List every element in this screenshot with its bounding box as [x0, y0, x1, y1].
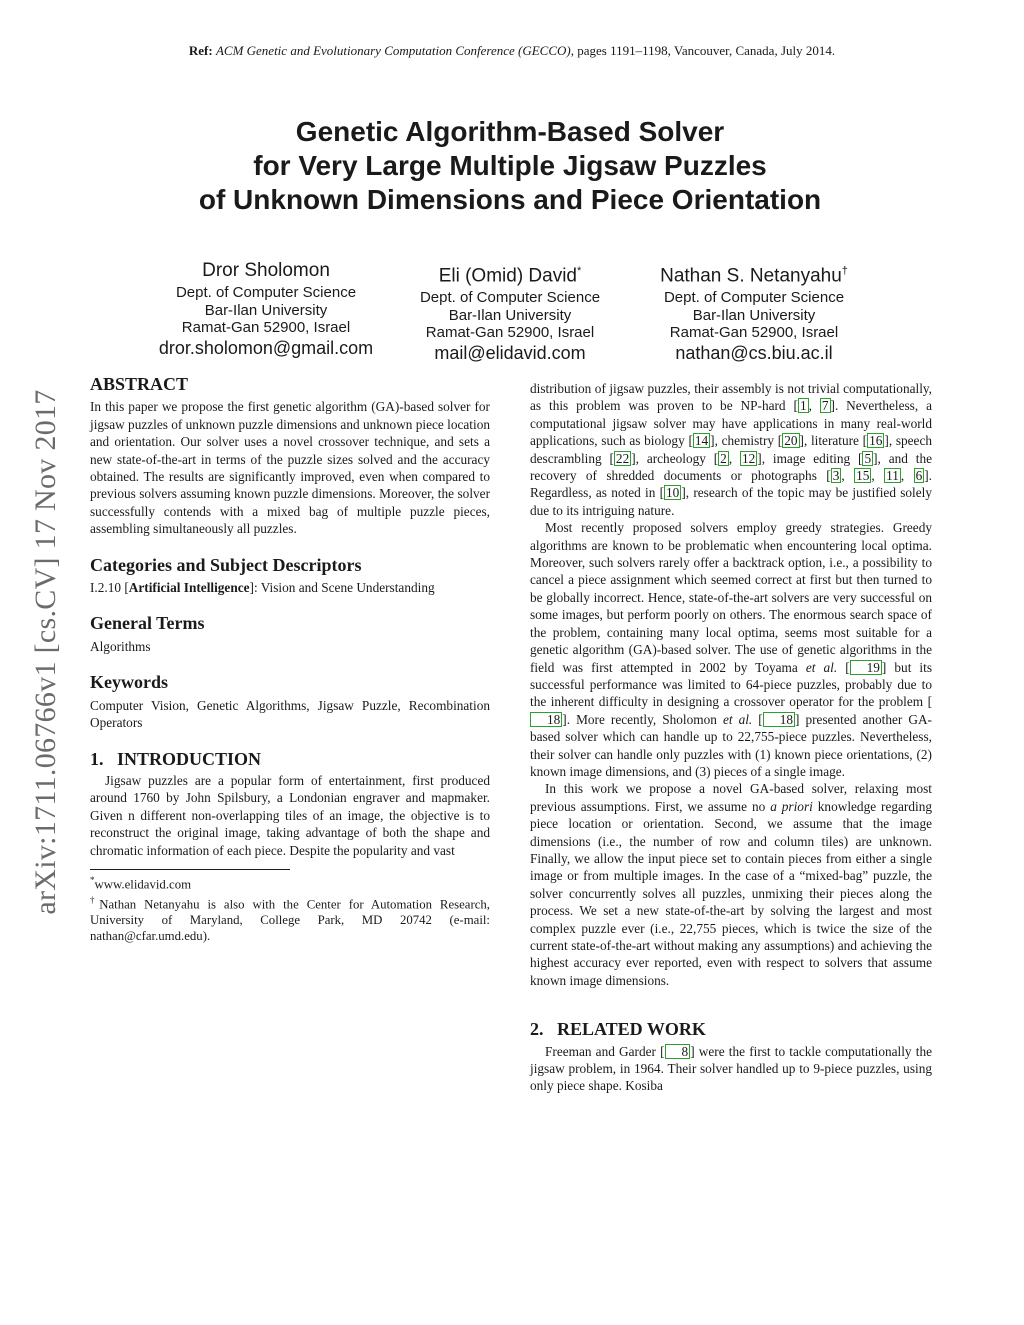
- citation-link[interactable]: 14: [694, 433, 709, 449]
- reference-details: , pages 1191–1198, Vancouver, Canada, July 2014.: [570, 43, 836, 58]
- author-block: [624, 258, 884, 364]
- categories-heading: Categories and Subject Descriptors: [90, 554, 362, 575]
- intro-paragraph-1: distribution of jigsaw puzzles, their assembly is not trivial computationally, as this problem was proven to be NP-hard [ 1 , 7 ]. Nevertheless, a computational jigsaw solver may have applications in many real-world applications, such as biology [ 14 ], chemistry [ 20 ], literature [ 16 ], speech descrambling [ 22 ], archeology [ 2 , 12 ], image editing [ 5 ], and the recovery of shredded documents or photographs [ 3 , 15 , 11 , 6 ]. Regardless, as noted in [ 10 ], research of the topic may be justified solely due to its intriguing nature.: [530, 381, 933, 518]
- related-work-paragraph: Freeman and Garder [ 8 ] were the first to tackle computationally the jigsaw problem, in 1964. Their solver handled up to 9-piece puzzles, using only piece shape. Kosiba: [530, 1043, 932, 1094]
- footnote-1: *www.elidavid.com: [90, 874, 192, 892]
- author-address: Ramat-Gan 52900, Israel: [669, 324, 839, 342]
- title-line-1: Genetic Algorithm-Based Solver: [295, 116, 725, 147]
- citation-link[interactable]: 19: [850, 660, 882, 675]
- citation-link[interactable]: 15: [856, 468, 870, 484]
- citation-link[interactable]: 10: [666, 485, 680, 501]
- citation-link[interactable]: 12: [742, 450, 756, 466]
- introduction-text: Jigsaw puzzles are a popular form of entertainment, first produced around 1760 by John Spilsbury, a Londonian engraver and mapmaker. Given n different non-overlapping tiles of an image, the objective is to reconstruct the original image, taking advantage of both the shape and chromatic information of each piece. Despite the popularity and vast: [90, 772, 490, 858]
- keywords-text: Computer Vision, Genetic Algorithms, Jigsaw Puzzle, Recombination Operators: [90, 697, 490, 731]
- author-email: dror.sholomon@gmail.com: [158, 337, 374, 358]
- author-name: Dror Sholomon: [202, 260, 330, 281]
- footnote-rule: [90, 869, 290, 870]
- author-address: Ramat-Gan 52900, Israel: [425, 324, 595, 342]
- author-footnote-mark: †: [841, 265, 848, 277]
- left-column: [90, 376, 490, 944]
- related-work-heading: 2. RELATED WORK: [530, 1019, 706, 1040]
- keywords-heading: Keywords: [90, 672, 168, 693]
- citation-link[interactable]: 11: [886, 468, 899, 484]
- author-block: [136, 258, 396, 359]
- general-terms-heading: General Terms: [90, 613, 205, 634]
- citation-link[interactable]: 5: [864, 450, 872, 466]
- paper-title: [60, 115, 960, 217]
- reference-venue: ACM Genetic and Evolutionary Computation Conference (GECCO): [215, 43, 571, 58]
- citation-link[interactable]: 2: [720, 450, 727, 466]
- author-block: [380, 258, 640, 364]
- author-dept: Dept. of Computer Science: [419, 289, 601, 307]
- author-dept: Dept. of Computer Science: [663, 289, 845, 307]
- general-terms-text: Algorithms: [90, 638, 151, 654]
- author-email: nathan@cs.biu.ac.il: [675, 342, 833, 363]
- citation-link[interactable]: 18: [530, 712, 562, 727]
- citation-link[interactable]: 1: [799, 398, 807, 414]
- right-column: [530, 380, 932, 1095]
- footnote-2: †Nathan Netanyahu is also with the Center for Automation Research, University of Maryland, College Park, MD 20742 (e-mail: nathan@cfar.umd.edu).: [90, 895, 491, 944]
- abstract-heading: ABSTRACT: [90, 374, 189, 394]
- reference-label: Ref:: [188, 43, 213, 58]
- arxiv-stamp: arXiv:1711.06766v1 [cs.CV] 17 Nov 2017: [29, 389, 62, 915]
- introduction-heading: 1. INTRODUCTION: [90, 748, 262, 769]
- citation-link[interactable]: 6: [915, 468, 923, 484]
- author-university: Bar-Ilan University: [204, 301, 328, 319]
- author-email: mail@elidavid.com: [434, 342, 586, 363]
- title-line-2: for Very Large Multiple Jigsaw Puzzles: [253, 150, 767, 181]
- intro-paragraph-3: In this work we propose a novel GA-based solver, relaxing most previous assumptions. First, we assume no a priori knowledge regarding piece location or orientation. Second, we assume that the image dimensions (i.e., the number of row and column tiles) are unknown. Finally, we allow the input piece set to contain pieces from either a single image or from multiple images. In the case of a “mixed-bag” puzzle, the solver concurrently solves all puzzles, unmixing their pieces along the process. We set a new state-of-the-art by solving the largest and most complex puzzle ever (i.e., 22,755 pieces, which is twice the size of the current state-of-the-art without making any assumptions) and achieving the highest accuracy ever reported, even with respect to solvers that assume known image dimensions.: [530, 781, 933, 988]
- reference-line: [0, 43, 1024, 59]
- abstract-text: In this paper we propose the first genetic algorithm (GA)-based solver for jigsaw puzzles of unknown puzzle dimensions and unknown piece location and orientation. Our solver uses a novel crossover technique, and sets a new state-of-the-art in terms of the puzzle sizes solved and the accuracy obtained. The results are significantly improved, even when compared to previous solvers assuming known puzzle dimensions. Moreover, the solver successfully contends with a mixed bag of multiple puzzle pieces, assembling simultaneously all puzzles.: [90, 399, 490, 537]
- citation-link[interactable]: 8: [665, 1044, 691, 1059]
- citation-link[interactable]: 20: [784, 433, 798, 449]
- author-name: Nathan S. Netanyahu†: [660, 265, 848, 287]
- author-dept: Dept. of Computer Science: [175, 284, 357, 301]
- author-university: Bar-Ilan University: [692, 306, 816, 324]
- title-line-3: of Unknown Dimensions and Piece Orientation: [198, 184, 822, 215]
- citation-link[interactable]: 7: [821, 398, 829, 414]
- author-address: Ramat-Gan 52900, Israel: [181, 319, 351, 336]
- citation-link[interactable]: 3: [832, 468, 840, 484]
- author-university: Bar-Ilan University: [448, 306, 572, 324]
- author-name: Eli (Omid) David*: [438, 265, 582, 287]
- categories-text: I.2.10 [Artificial Intelligence]: Vision and Scene Understanding: [90, 580, 435, 596]
- citation-link[interactable]: 16: [869, 433, 883, 449]
- citation-link[interactable]: 18: [763, 712, 795, 727]
- intro-paragraph-2: Most recently proposed solvers employ greedy strategies. Greedy algorithms are known to be problematic when encountering local optima. Moreover, such solvers rarely offer a backtrack option, i.e., a possibility to cancel a piece assignment which seemed correct at first but then turned to be globally incorrect. Hence, state-of-the-art solvers are very successful on some images, but perform poorly on others. The enormous search space of the problem, containing many local optima, seems most suitable for a genetic algorithm (GA)-based solver. The use of genetic algorithms in the field was first attempted in 2002 by Toyama et al. [ 19 ] but its successful performance was limited to 64-piece puzzles, probably due to the inherent difficulty in designing a crossover operator for the problem [18 ]. More recently, Sholomon et al. [ 18 ] presented another GA-based solver which can handle up to 22,755-piece puzzles. Nevertheless, their solver can handle only puzzles with (1) known piece orientations, (2) known image dimensions, and (3) pieces of a single image.: [530, 520, 932, 779]
- author-footnote-mark: *: [577, 265, 582, 277]
- citation-link[interactable]: 22: [615, 450, 630, 466]
